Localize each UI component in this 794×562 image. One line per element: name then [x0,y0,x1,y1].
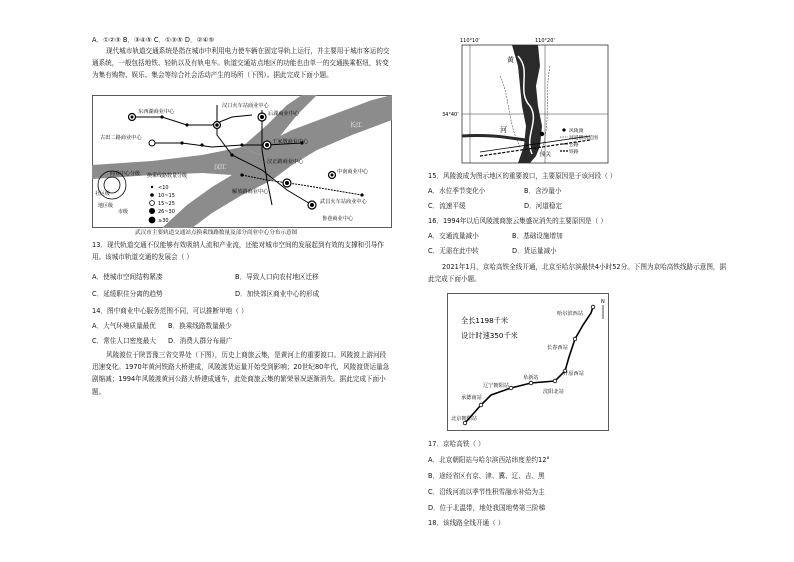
ferry-map-figure [440,36,610,166]
q16-option-b: B．基础设施增加 [512,232,563,240]
svg-text:34°40': 34°40' [442,112,459,118]
q14-option-b: B．换乘线路数量最少 [168,322,232,330]
q17-option-a: A．北京朝阳站与哈尔滨西站纬度差约12° [428,456,550,464]
north-label: N [601,299,605,305]
label-gutian: 古田二路商业中心 [100,135,142,141]
q17-stem: 17．京哈高铁（ ） [428,440,485,448]
rail-map-svg [447,293,609,431]
wuhan-map-figure [92,95,392,228]
rail-length: 全长1198千米 [461,316,509,325]
intro-fengling-ferry: 风陵渡位于陕晋豫三省交界处（下图），历史上商旅云集，是黄河上的重要渡口。风陵渡上游河段迅速变化。1970年黄河铁路大桥建成，风陵渡货运量开始受到影响；20世纪80年代，风陵渡货运量急剧缩减；1994年风陵渡黄河公路大桥建成通车，此处商旅云集的繁荣景况逐渐消失。据此完成下面小题。 [92,351,390,396]
q14-option-a: A．大气环境质量最优 [92,322,156,330]
label-dongxi: 东西湖商业中心 [138,109,175,115]
svg-text:15~25: 15~25 [158,201,175,207]
yangtze-label: 长江 [350,122,363,129]
river-label-he: 河 [500,126,507,134]
station-chaoyang: 辽宁朝阳站 [483,383,509,389]
svg-text:110°20': 110°20' [535,38,555,44]
label-houhu: 后湖商业中心 [268,111,300,117]
q13-option-c: C．延缓职住分离的趋势 [92,290,163,298]
q14-option-c: C．常住人口密度最大 [92,337,156,345]
svg-text:26~30: 26~30 [158,209,175,215]
q14-option-d: D．消费人群分布最广 [168,337,233,345]
station-harbin: 哈尔滨西站 [557,311,583,317]
station-shenyang: 沈阳北站 [543,389,564,395]
q13-stem: 13．现代轨道交通不仅能够有效吸纳人流和产业流，还能对城市空间的发展起到有效的支撑和引导作用。该城市轨道交通的发展会（ ） [92,241,384,262]
hanshui-label: 汉江 [214,164,227,171]
label-luxiang: 鲁巷商业中心 [322,216,354,222]
station-beijing: 北京朝阳站 [451,416,477,422]
svg-text:铁路: 铁路 [569,150,579,155]
label-hankou-station: 汉口火车站商业中心 [222,103,269,109]
svg-text:商业中心分级: 商业中心分级 [110,171,141,177]
top-options: A．①②③ B．③④⑤ C．①③⑤ D．②④⑤ [92,36,215,44]
svg-text:换乘线路数量分级: 换乘线路数量分级 [147,173,188,179]
svg-text:10~15: 10~15 [158,193,175,199]
q15-option-a: A．水位季节变化小 [428,187,486,195]
wuhan-map-caption: 武汉市主要轨道交通站点换乘线路数量及部分商业中心分布示意图 [135,230,298,236]
label-jiefang: 解放路商业中心 [232,189,269,195]
q13-option-d: D．加快郊区商业中心的形成 [235,290,320,298]
station-fuxin: 阜新站 [523,375,539,381]
label-zhongnan: 中南商业中心 [337,169,369,175]
svg-text:社区级: 社区级 [95,191,111,197]
intro-rail-transit: 现代城市轨道交通系统是指在城市中利用电力使车辆在固定导轨上运行，并主要用于城市客运的交通系统，一般包括地铁、轻轨以及有轨电车。轨道交通站点地区的功能也由单一的交通换乘枢纽，转变为集有购物、娱乐、集会等综合社会活动产生的场所（下图）。据此完成下面小题。 [92,47,390,80]
q16-option-d: D．货运量减小 [512,247,557,255]
q18-stem: 18．该线路全线开通（ ） [428,519,505,527]
rail-map-figure [447,293,609,431]
station-chengde: 承德南站 [461,395,482,401]
label-wangjiadun: 王家墩商业中心 [272,139,309,145]
river-label-huang: 黄 [507,56,514,64]
q15-option-c: C．流速平缓 [428,202,466,210]
svg-text:风陵渡: 风陵渡 [569,129,584,134]
q15-option-d: D．河道稳定 [524,202,563,210]
wuhan-map-svg [92,95,392,228]
svg-text:河道摆动范围: 河道摆动范围 [569,136,598,141]
intro-jingha-rail: 2021年1月，京哈高铁全线开通，北京至哈尔滨最快4小时52分。下图为京哈高铁线路示意图，据此完成下面小题。 [428,263,727,284]
county-label: 潼关 [540,152,552,158]
ferry-map-svg [440,36,610,166]
station-changchun: 长春西站 [547,345,568,351]
svg-text:地区级: 地区级 [98,203,114,209]
q15-stem: 15．风陵渡成为图示地区的重要渡口，主要原因是于该河段（ ） [428,172,617,180]
q17-option-c: C．沿线河流以季节性积雪融水补给为主 [428,488,545,496]
q17-option-d: D．位于北温带，地处我国地势第三阶梯 [428,504,546,512]
q14-stem: 14．图中商业中心服务范围不同，可以推断甲地（ ） [92,307,248,315]
svg-text:市级: 市级 [118,209,129,215]
station-kaiyuan: 开原西站 [563,371,584,377]
q17-option-b: B．途经省区有京、津、冀、辽、吉、黑 [428,472,545,480]
svg-text:公路: 公路 [569,143,579,148]
svg-text:<10: <10 [158,185,169,191]
q16-option-c: C．无需在此中转 [428,247,479,255]
rail-speed: 设计时速350千米 [461,331,518,340]
q15-option-b: B．含沙量小 [524,187,562,195]
label-hanzheng: 汉正路商业中心 [267,159,304,165]
svg-text:110°10': 110°10' [460,38,480,44]
q13-option-a: A．使城市空间结构紧凑 [92,273,163,281]
q16-stem: 16．1994年以后风陵渡商旅云集盛况消失的主要原因是（ ） [428,217,607,225]
q16-option-a: A．交通流量减小 [428,232,479,240]
ferry-point [540,132,544,136]
svg-text:≥30: ≥30 [158,218,169,224]
label-wuchang-station: 武昌火车站商业中心 [320,199,367,205]
q13-option-b: B．导致人口向农村地区迁移 [235,273,319,281]
